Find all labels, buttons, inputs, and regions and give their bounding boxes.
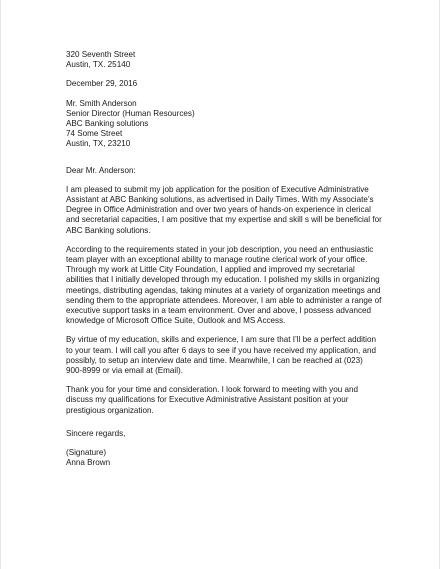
sender-street: 320 Seventh Street — [66, 50, 136, 59]
paragraph-line: and secretarial capacities, I am positive that my expertise and skill s will be beneficial for — [66, 215, 382, 225]
letter-date: December 29, 2016 — [66, 79, 138, 89]
paragraph-line: Thank you for your time and consideration. I look forward to meeting with you and — [66, 385, 358, 395]
paragraph-line: ABC Banking solutions. — [66, 225, 151, 235]
paragraph-followup — [66, 335, 411, 376]
paragraph-line: Through my work at Little City Foundation, I applied and improved my secretarial — [66, 265, 355, 275]
recipient-address — [66, 99, 411, 150]
paragraph-line: 900-8999 or via email at (Email). — [66, 366, 183, 376]
paragraph-line: to your team. I will call you after 6 days to see if you have received my application, and — [66, 345, 376, 355]
recipient-name: Mr. Smith Anderson — [66, 98, 137, 108]
cover-letter — [66, 50, 411, 469]
sender-address — [66, 50, 411, 70]
recipient-city-state-zip: Austin, TX, 23210 — [66, 139, 131, 149]
paragraph-line: According to the requirements stated in your job description, you need an enthusiastic — [66, 244, 374, 254]
paragraph-line: meetings, distributing agendas, taking minutes at a variety of organization meetings and — [66, 285, 381, 295]
paragraph-intro — [66, 185, 411, 236]
paragraph-line: abilities that I initially developed through my education. I polished my skills in organizing — [66, 275, 380, 285]
paragraph-line: Assistant at ABC Banking solutions, as advertised in Daily Times. With my Associate’s — [66, 195, 374, 205]
recipient-street: 74 Some Street — [66, 129, 123, 139]
paragraph-line: By virtue of my education, skills and experience, I am sure that I’ll be a perfect addition — [66, 335, 376, 345]
recipient-title: Senior Director (Human Resources) — [66, 108, 195, 118]
paragraph-line: executive support tasks in a team environment. Over and above, I possess advanced — [66, 306, 372, 316]
recipient-company: ABC Banking solutions — [66, 119, 149, 129]
sender-city-state-zip: Austin, TX. 25140 — [66, 60, 131, 70]
signature-placeholder: (Signature) — [66, 448, 107, 458]
signer-name: Anna Brown — [66, 458, 111, 468]
paragraph-line: sending them to the appropriate attendees. Moreover, I am able to administer a range of — [66, 295, 382, 305]
salutation: Dear Mr. Anderson: — [66, 165, 136, 175]
paragraph-line: possibly, to setup an interview date and time. Meanwhile, I can be reached at (023) — [66, 355, 363, 365]
paragraph-line: knowledge of Microsoft Office Suite, Outlook and MS Access. — [66, 316, 286, 326]
paragraph-line: prestigious organization. — [66, 405, 154, 415]
paragraph-line: discuss my qualifications for Executive Administrative Assistant position at your — [66, 395, 349, 405]
closing: Sincere regards, — [66, 428, 126, 438]
paragraph-thanks — [66, 385, 411, 416]
paragraph-line: I am pleased to submit my job application for the position of Executive Administrative — [66, 184, 369, 194]
paragraph-line: team player with an exceptional ability to manage routine clerical work of your office. — [66, 255, 368, 265]
paragraph-line: Degree in Office Administration and over two years of hands-on experience in clerical — [66, 205, 371, 215]
paragraph-qualifications — [66, 245, 411, 327]
